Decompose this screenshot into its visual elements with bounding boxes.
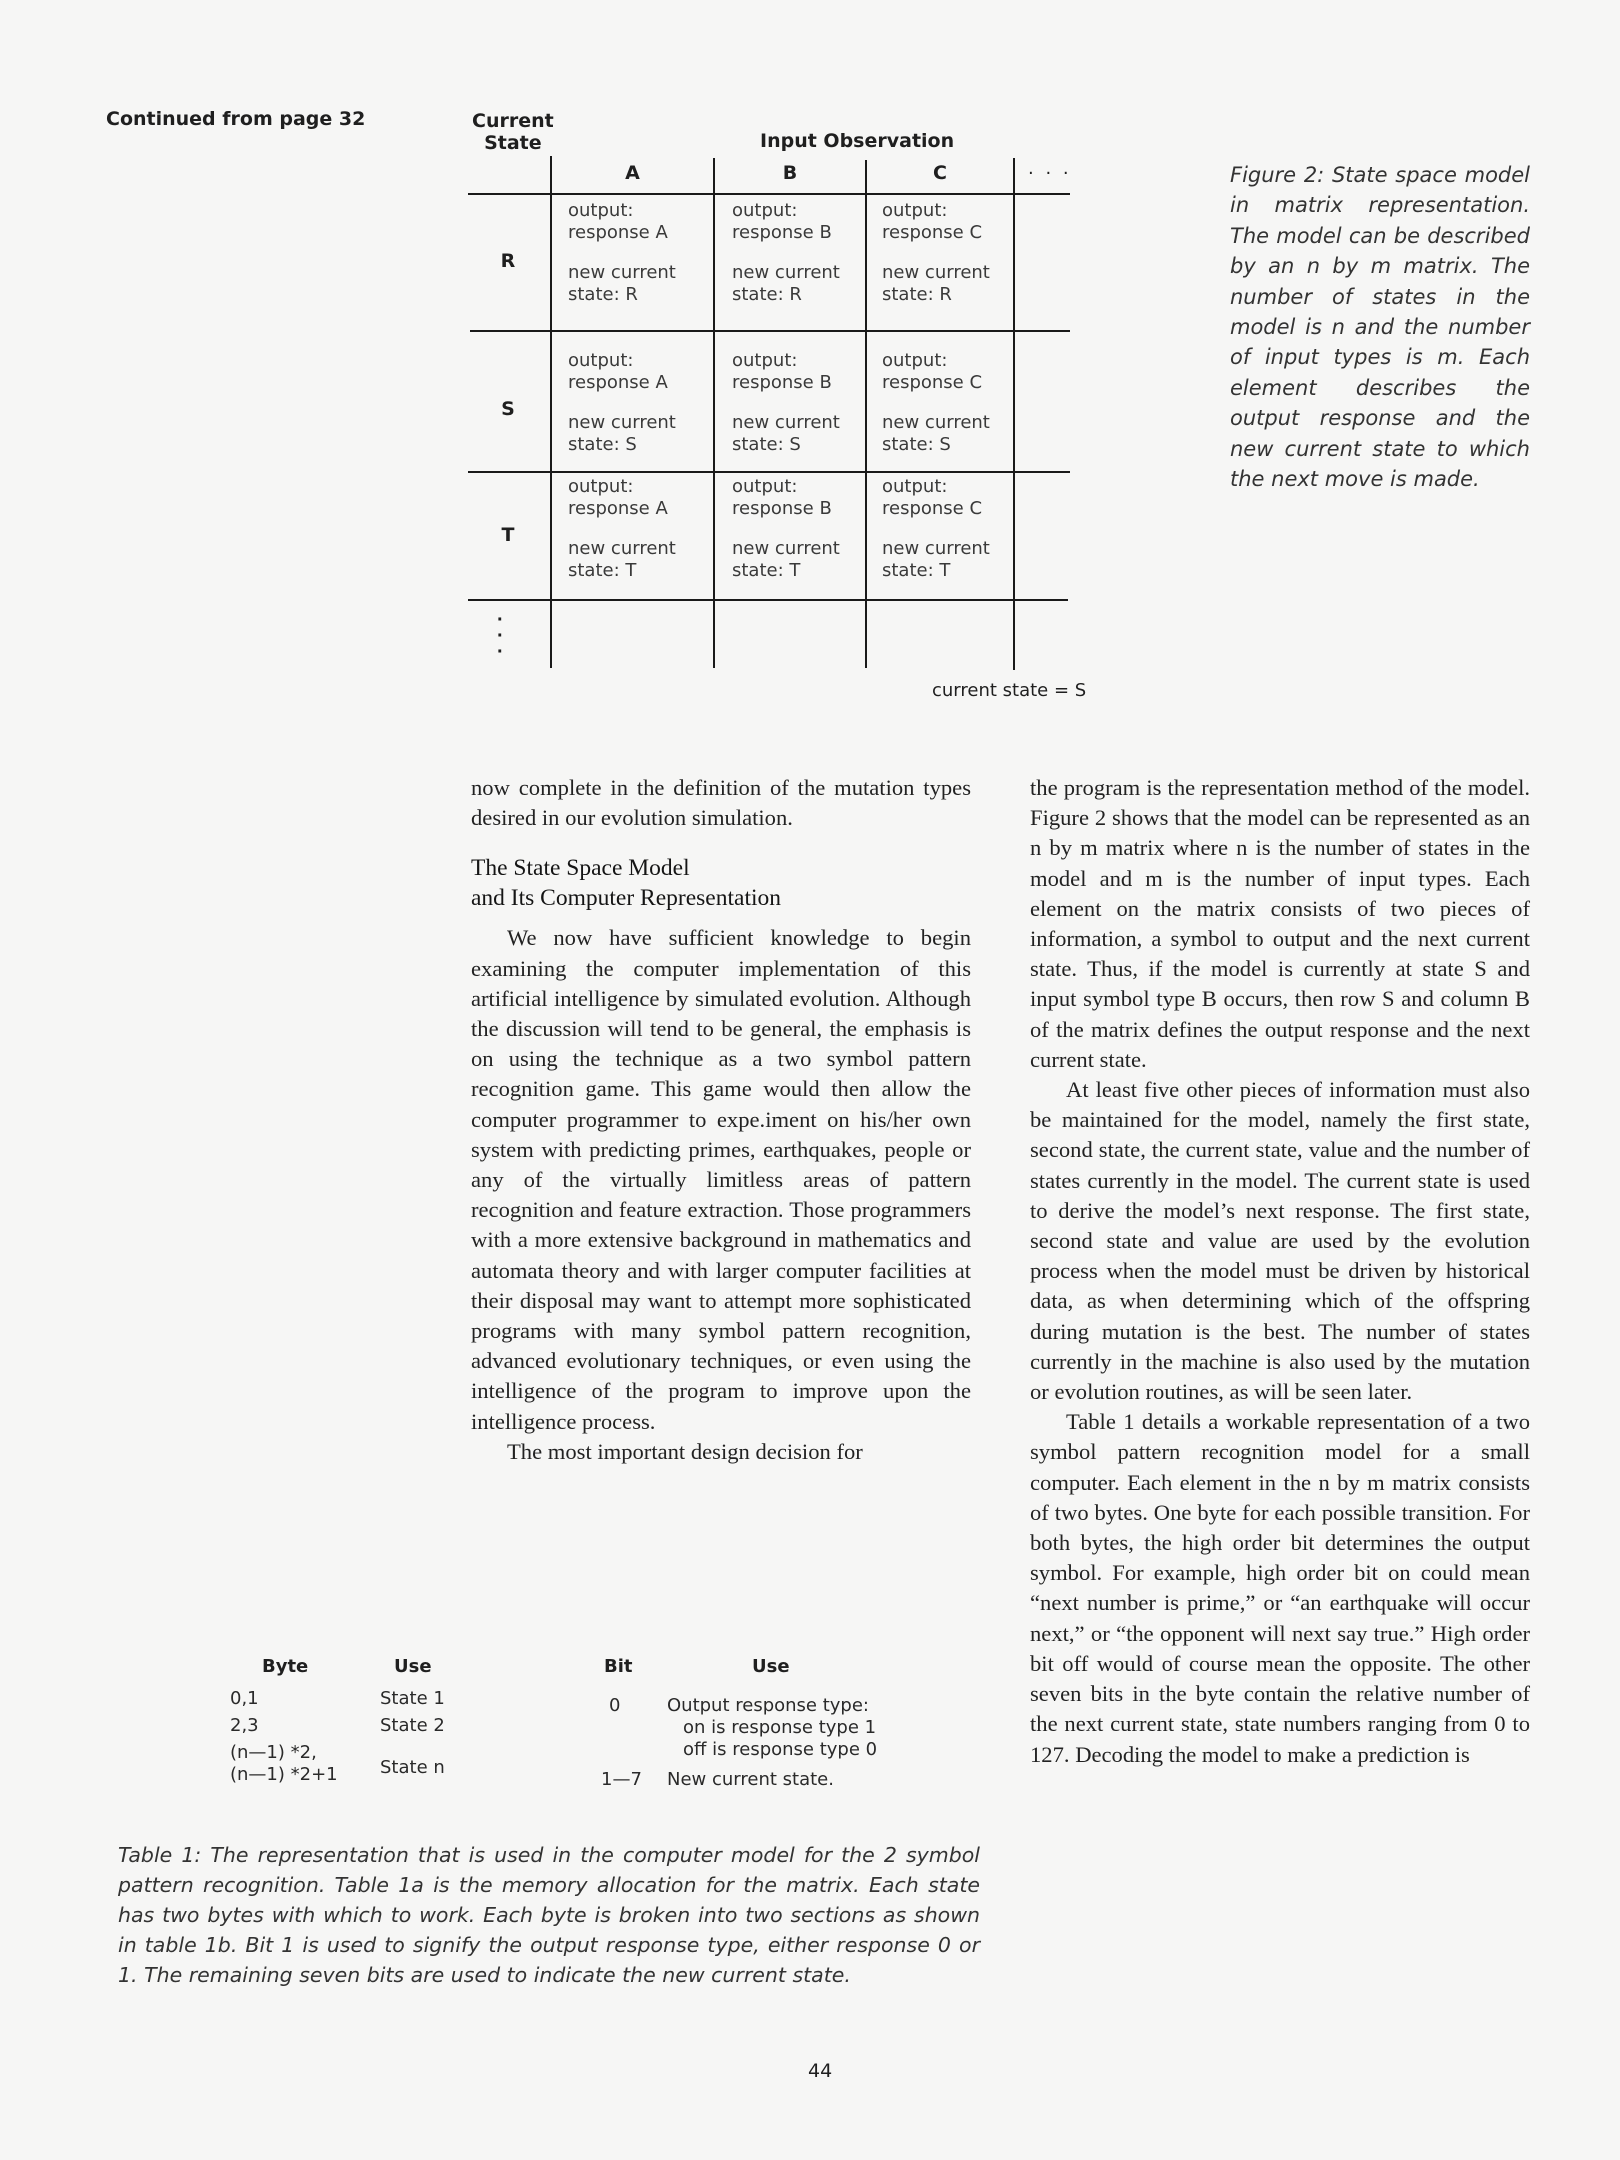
row-axis-label (472, 110, 554, 154)
cell-output-label: output: (568, 200, 634, 221)
table-1-caption: Table 1: The representation that is used in the computer model for the 2 symbol pattern recognition. Table 1a is the memory allocation for the matrix. Each state has two bytes with which to work. Each byte is broken into two sections as shown in table 1b. Bit 1 is used to signify the output response type, either response 0 or 1. The remaining seven bits are used to indicate the new current state. (118, 1843, 980, 1987)
cell-next-label: new current (882, 538, 990, 559)
paragraph: Table 1 details a workable representation of a two symbol pattern recognition model for a small computer. Each element in the n by m matrix consists of two bytes. One byte for each possible transition. For both bytes, the high order bit determines the output symbol. For example, high order bit on could mean “next number is prime,” or “an earthquake will occur next,” or “the opponent will next say true.” High order bit off would of course mean the opposite. The other seven bits in the byte contain the relative number of the next current state, state numbers ranging from 0 to 127. Decoding the model to make a prediction is (1030, 1409, 1530, 1767)
matrix-cell-s-a (568, 350, 676, 456)
cell-output-value: response A (568, 372, 668, 393)
matrix-cell-s-b (732, 350, 840, 456)
column-ellipsis: . . . (1028, 158, 1072, 179)
column-header-a: A (625, 162, 640, 184)
row-ellipsis: · · · (497, 609, 504, 663)
byte-range-line2: (n—1) *2+1 (230, 1764, 338, 1785)
paragraph: The most important design decision for (507, 1438, 863, 1464)
grid-vline-3 (865, 160, 867, 668)
cell-next-value: state: T (568, 560, 637, 581)
column-header-b: B (782, 162, 798, 184)
row-axis-label-line1: Current (472, 110, 554, 132)
table-row-use: State n (380, 1757, 445, 1778)
grid-hline-r (470, 330, 1070, 332)
matrix-cell-t-b (732, 476, 840, 582)
cell-next-value: state: S (568, 434, 637, 455)
current-state-note: current state = S (932, 680, 1087, 701)
cell-output-label: output: (732, 350, 798, 371)
cell-next-value: state: T (882, 560, 951, 581)
table-row-use: New current state. (667, 1769, 834, 1790)
table-row-byte (230, 1742, 338, 1786)
table-row-bit: 1—7 (601, 1769, 642, 1790)
cell-output-value: response B (732, 498, 832, 519)
cell-output-value: response B (732, 222, 832, 243)
table-1a-header-use: Use (394, 1656, 432, 1677)
cell-next-label: new current (732, 538, 840, 559)
cell-output-label: output: (732, 476, 798, 497)
matrix-cell-t-a (568, 476, 676, 582)
matrix-cell-t-c (882, 476, 990, 582)
cell-next-label: new current (882, 412, 990, 433)
cell-next-value: state: R (568, 284, 638, 305)
bit-use-line3: off is response type 0 (683, 1739, 878, 1760)
grid-vline-1 (550, 156, 552, 668)
article-left-column (471, 773, 971, 1467)
table-row-use: State 1 (380, 1688, 445, 1709)
table-1b-header-bit: Bit (604, 1656, 633, 1677)
cell-output-value: response C (882, 372, 983, 393)
table-row-byte: 2,3 (230, 1715, 259, 1736)
matrix-cell-s-c (882, 350, 990, 456)
cell-next-value: state: S (882, 434, 951, 455)
cell-next-label: new current (568, 412, 676, 433)
grid-hline-s (468, 471, 1070, 473)
row-axis-label-line2: State (484, 132, 542, 154)
cell-output-label: output: (568, 476, 634, 497)
cell-next-label: new current (732, 262, 840, 283)
paragraph: now complete in the definition of the mutation types desired in our evolution simulation. (471, 775, 971, 831)
cell-output-label: output: (882, 350, 948, 371)
bit-use-line2: on is response type 1 (683, 1717, 877, 1738)
cell-output-label: output: (882, 476, 948, 497)
cell-output-value: response A (568, 498, 668, 519)
paragraph: At least five other pieces of information must also be maintained for the model, namely the first state, second state, the current state, value and the number of states currently in the model. The current state is used to derive the model’s next response. The first state, second state and value are used by the evolution process when the model must be driven by historical data, as when determining which of the offspring during mutation is the best. The number of states currently in the machine is also used by the mutation or evolution routines, as will be seen later. (1030, 1077, 1530, 1405)
table-row-use (667, 1695, 877, 1761)
cell-next-label: new current (568, 262, 676, 283)
table-1b-header-use: Use (752, 1656, 790, 1677)
matrix-cell-r-b (732, 200, 840, 306)
cell-output-label: output: (882, 200, 948, 221)
section-heading-line1: The State Space Model (471, 855, 690, 882)
row-header-t: T (501, 524, 515, 546)
matrix-cell-r-a (568, 200, 676, 306)
cell-next-label: new current (568, 538, 676, 559)
bit-use-line1: Output response type: (667, 1695, 869, 1716)
table-row-byte: 0,1 (230, 1688, 259, 1709)
paragraph: the program is the representation method of the model. Figure 2 shows that the model can be represented as an n by m matrix where n is the number of states in the model and m is the number of input types. Each element on the matrix consists of two pieces of information, a symbol to output and the next current state. Thus, if the model is currently at state S and input symbol type B occurs, then row S and column B of the matrix defines the output response and the next current state. (1030, 775, 1530, 1072)
row-header-r: R (500, 250, 516, 272)
grid-hline-header (468, 193, 1070, 195)
cell-output-label: output: (568, 350, 634, 371)
grid-vline-4 (1013, 158, 1015, 670)
cell-output-value: response C (882, 222, 983, 243)
matrix-cell-r-c (882, 200, 990, 306)
page-number: 44 (808, 2060, 833, 2082)
column-axis-label: Input Observation (760, 130, 955, 152)
row-header-s: S (501, 398, 515, 420)
article-right-column (1030, 773, 1530, 1770)
section-heading-line2: and Its Computer Representation (471, 885, 781, 912)
cell-next-label: new current (882, 262, 990, 283)
table-row-use: State 2 (380, 1715, 445, 1736)
column-header-c: C (933, 162, 947, 184)
cell-next-label: new current (732, 412, 840, 433)
cell-output-value: response B (732, 372, 832, 393)
table-row-bit: 0 (609, 1695, 621, 1716)
continued-from-note: Continued from page 32 (106, 108, 366, 130)
grid-hline-t (468, 599, 1068, 601)
cell-output-value: response A (568, 222, 668, 243)
cell-next-value: state: S (732, 434, 801, 455)
section-heading (471, 853, 971, 913)
figure-2-caption: Figure 2: State space model in matrix representation. The model can be described by an n by m matrix. The number of states in the model is n and the number of input types is m. Each element describes the output response and the new current state to which the next move is made. (1230, 163, 1530, 492)
cell-output-label: output: (732, 200, 798, 221)
cell-output-value: response C (882, 498, 983, 519)
grid-vline-2 (713, 158, 715, 668)
byte-range-line1: (n—1) *2, (230, 1742, 317, 1763)
cell-next-value: state: T (732, 560, 801, 581)
cell-next-value: state: R (882, 284, 952, 305)
table-1a-header-byte: Byte (262, 1656, 309, 1677)
cell-next-value: state: R (732, 284, 802, 305)
paragraph: We now have sufficient knowledge to begin examining the computer implementation of this artificial intelligence by simulated evolution. Although the discussion will tend to be general, the emphasis is on using the technique as a two symbol pattern recognition game. This game would then allow the computer programmer to expe.iment on his/her own system with predicting primes, earthquakes, people or any of the virtually limitless areas of pattern recognition and feature extraction. Those programmers with a more extensive background in mathematics and automata theory and with larger computer facilities at their disposal may want to attempt more sophisticated programs with many symbol pattern recognition, advanced evolutionary techniques, or even using the intelligence of the program to improve upon the intelligence process. (471, 925, 971, 1434)
